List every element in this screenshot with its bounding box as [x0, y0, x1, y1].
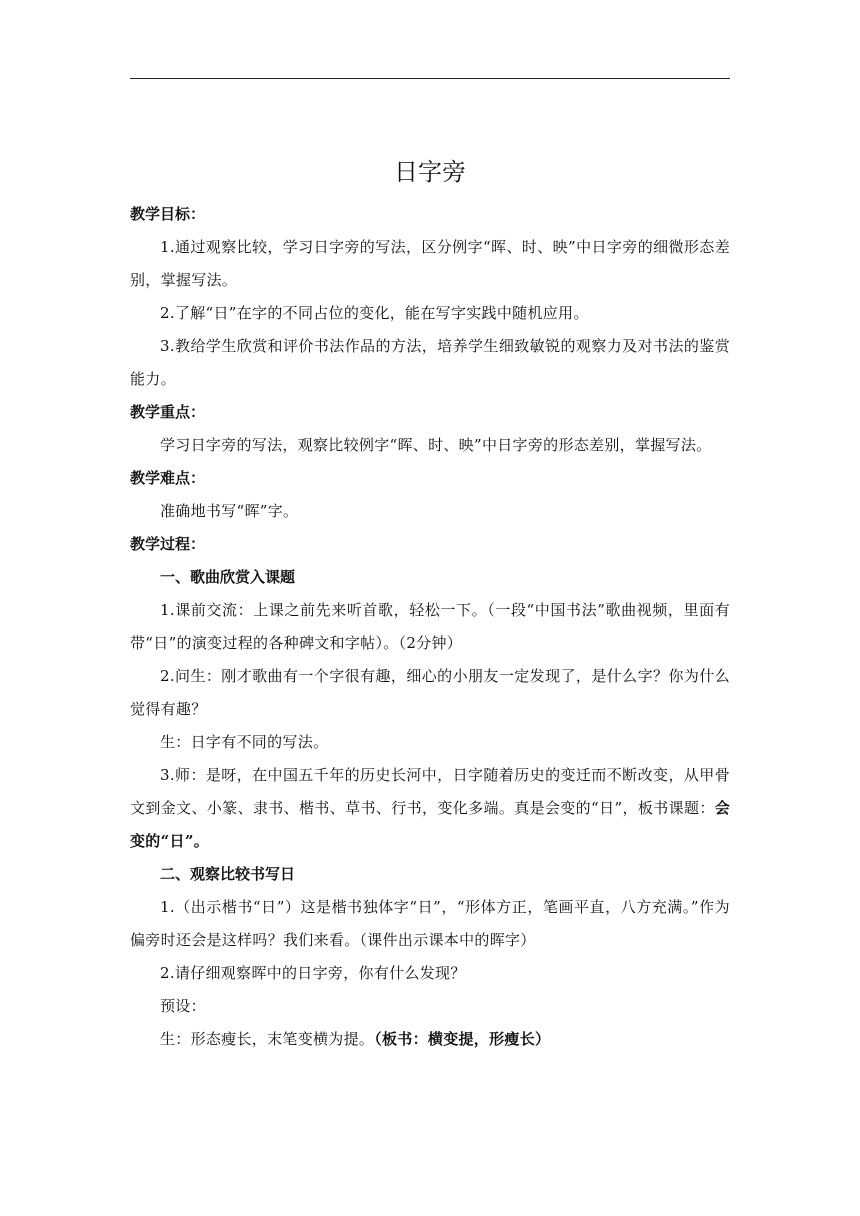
- section1-para-2: 2.问生：刚才歌曲有一个字很有趣，细心的小朋友一定发现了，是什么字？你为什么觉得有趣？: [130, 667, 730, 718]
- difficulties-heading: 教学难点：: [130, 469, 206, 487]
- section1-para-3: 生：日字有不同的写法。: [160, 733, 329, 751]
- section2-para-1: 1.（出示楷书“日”）这是楷书独体字“日”，“形体方正，笔画平直，八方充满。”作为偏旁时还会是这样吗？我们来看。（课件出示课本中的晖字）: [130, 898, 730, 949]
- document-body: [130, 150, 730, 1056]
- key-points-text: 学习日字旁的写法，观察比较例字“晖、时、映”中日字旁的形态差别，掌握写法。: [160, 436, 712, 454]
- section2-title: 二、观察比较书写日: [160, 865, 296, 883]
- goal-item-2: 2.了解“日”在字的不同占位的变化，能在写字实践中随机应用。: [160, 304, 589, 322]
- goal-item-3: 3.教给学生欣赏和评价书法作品的方法，培养学生细致敏锐的观察力及对书法的鉴赏能力。: [130, 337, 730, 388]
- key-points-heading: 教学重点：: [130, 403, 206, 421]
- section1-para-4: [130, 759, 730, 858]
- process-heading: 教学过程：: [130, 535, 206, 553]
- goal-item-1: 1.通过观察比较，学习日字旁的写法，区分例字“晖、时、映”中日字旁的细微形态差别，掌握写法。: [130, 238, 730, 289]
- section2-para-4-text: 生：形态瘦长，末笔变横为提。: [160, 1030, 375, 1048]
- difficulties-text: 准确地书写“晖”字。: [160, 502, 299, 520]
- section2-para-2: 2.请仔细观察晖中的日字旁，你有什么发现？: [160, 964, 466, 982]
- section1-para-4-text: 3.师：是呀，在中国五千年的历史长河中，日字随着历史的变迁而不断改变，从甲骨文到金文、小篆、隶书、楷书、草书、行书，变化多端。真是会变的“日”，板书课题：: [130, 766, 730, 817]
- document-title: 日字旁: [394, 158, 466, 186]
- header-rule: [130, 78, 730, 79]
- section2-para-3: 预设：: [160, 997, 206, 1015]
- section1-para-4-bold: 会变的“日”。: [130, 799, 730, 850]
- goals-heading: 教学目标：: [130, 205, 206, 223]
- section1-title: 一、歌曲欣赏入课题: [160, 568, 296, 586]
- section1-para-1: 1.课前交流：上课之前先来听首歌，轻松一下。（一段“中国书法”歌曲视频，里面有带“日”的演变过程的各种碑文和字帖）。（2分钟）: [130, 601, 730, 652]
- section2-para-4-bold: （板书：横变提，形瘦长）: [374, 1030, 551, 1048]
- section2-para-4: [130, 1023, 730, 1056]
